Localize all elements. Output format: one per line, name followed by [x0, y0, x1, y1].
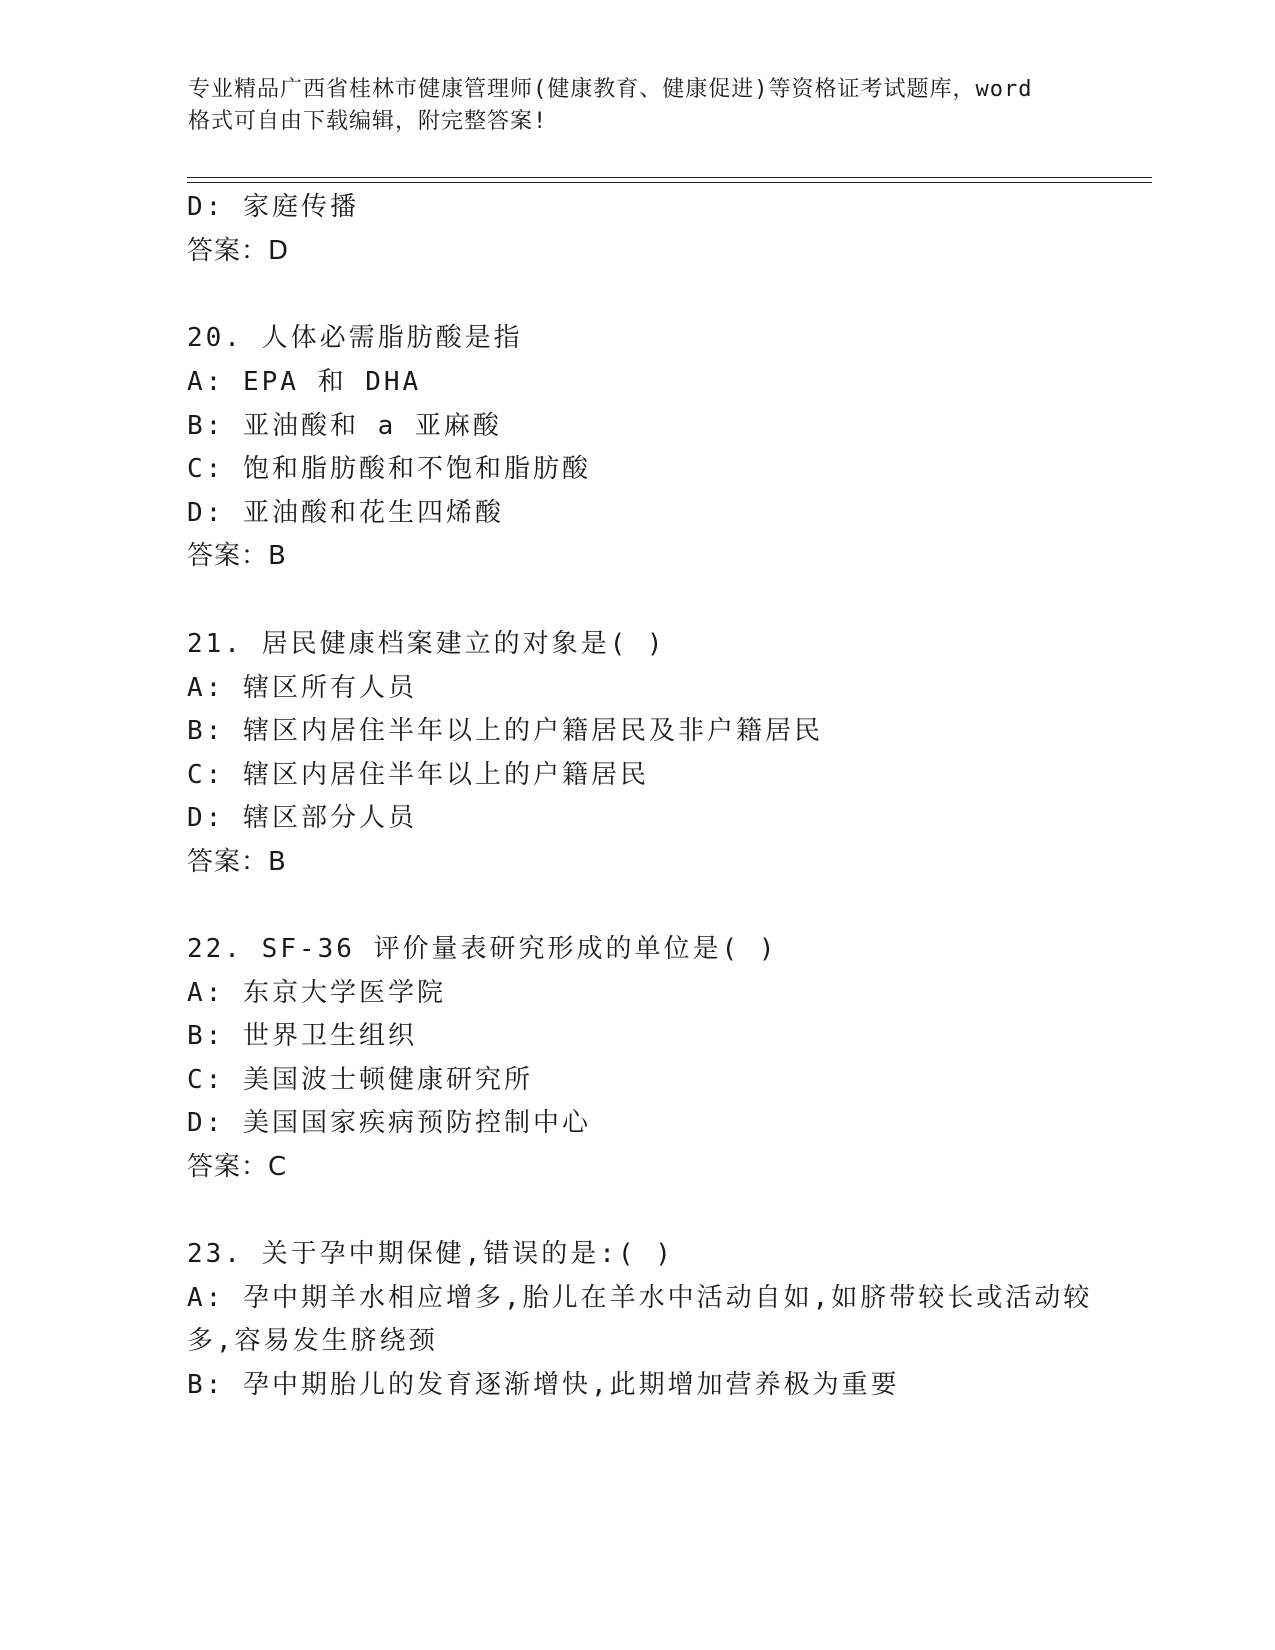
- page-header: [188, 74, 1088, 138]
- option-line: D: 家庭传播: [187, 192, 359, 222]
- option-line: D: 亚油酸和花生四烯酸: [187, 498, 504, 528]
- option-line: A: 孕中期羊水相应增多,胎儿在羊水中活动自如,如脐带较长或活动较: [187, 1283, 1093, 1313]
- header-line-1: 专业精品广西省桂林市健康管理师(健康教育、健康促进)等资格证考试题库，word: [188, 77, 1033, 102]
- option-line: A: EPA 和 DHA: [187, 367, 422, 397]
- header-divider-top: [187, 177, 1152, 178]
- answer-line: 答案：B: [187, 541, 287, 571]
- header-divider-bottom: [187, 182, 1152, 183]
- option-line-continuation: 多,容易发生脐绕颈: [187, 1326, 438, 1356]
- question-title: 21. 居民健康档案建立的对象是( ): [187, 629, 666, 659]
- question-title: 23. 关于孕中期保健,错误的是:( ): [187, 1239, 674, 1269]
- option-line: A: 东京大学医学院: [187, 978, 446, 1008]
- answer-line: 答案：B: [187, 847, 287, 877]
- option-line: C: 饱和脂肪酸和不饱和脂肪酸: [187, 454, 591, 484]
- option-line: B: 孕中期胎儿的发育逐渐增快,此期增加营养极为重要: [187, 1370, 900, 1400]
- option-line: C: 美国波士顿健康研究所: [187, 1065, 533, 1095]
- header-line-2: 格式可自由下载编辑，附完整答案!: [188, 109, 548, 134]
- option-line: B: 辖区内居住半年以上的户籍居民及非户籍居民: [187, 716, 823, 746]
- option-line: C: 辖区内居住半年以上的户籍居民: [187, 760, 649, 790]
- question-title: 20. 人体必需脂肪酸是指: [187, 323, 523, 353]
- option-line: B: 亚油酸和 a 亚麻酸: [187, 411, 502, 441]
- option-line: D: 辖区部分人员: [187, 803, 417, 833]
- answer-line: 答案：C: [187, 1152, 288, 1182]
- option-line: B: 世界卫生组织: [187, 1021, 417, 1051]
- option-line: D: 美国国家疾病预防控制中心: [187, 1108, 591, 1138]
- question-title: 22. SF-36 评价量表研究形成的单位是( ): [187, 934, 778, 964]
- option-line: A: 辖区所有人员: [187, 673, 417, 703]
- answer-line: 答案：D: [187, 236, 290, 266]
